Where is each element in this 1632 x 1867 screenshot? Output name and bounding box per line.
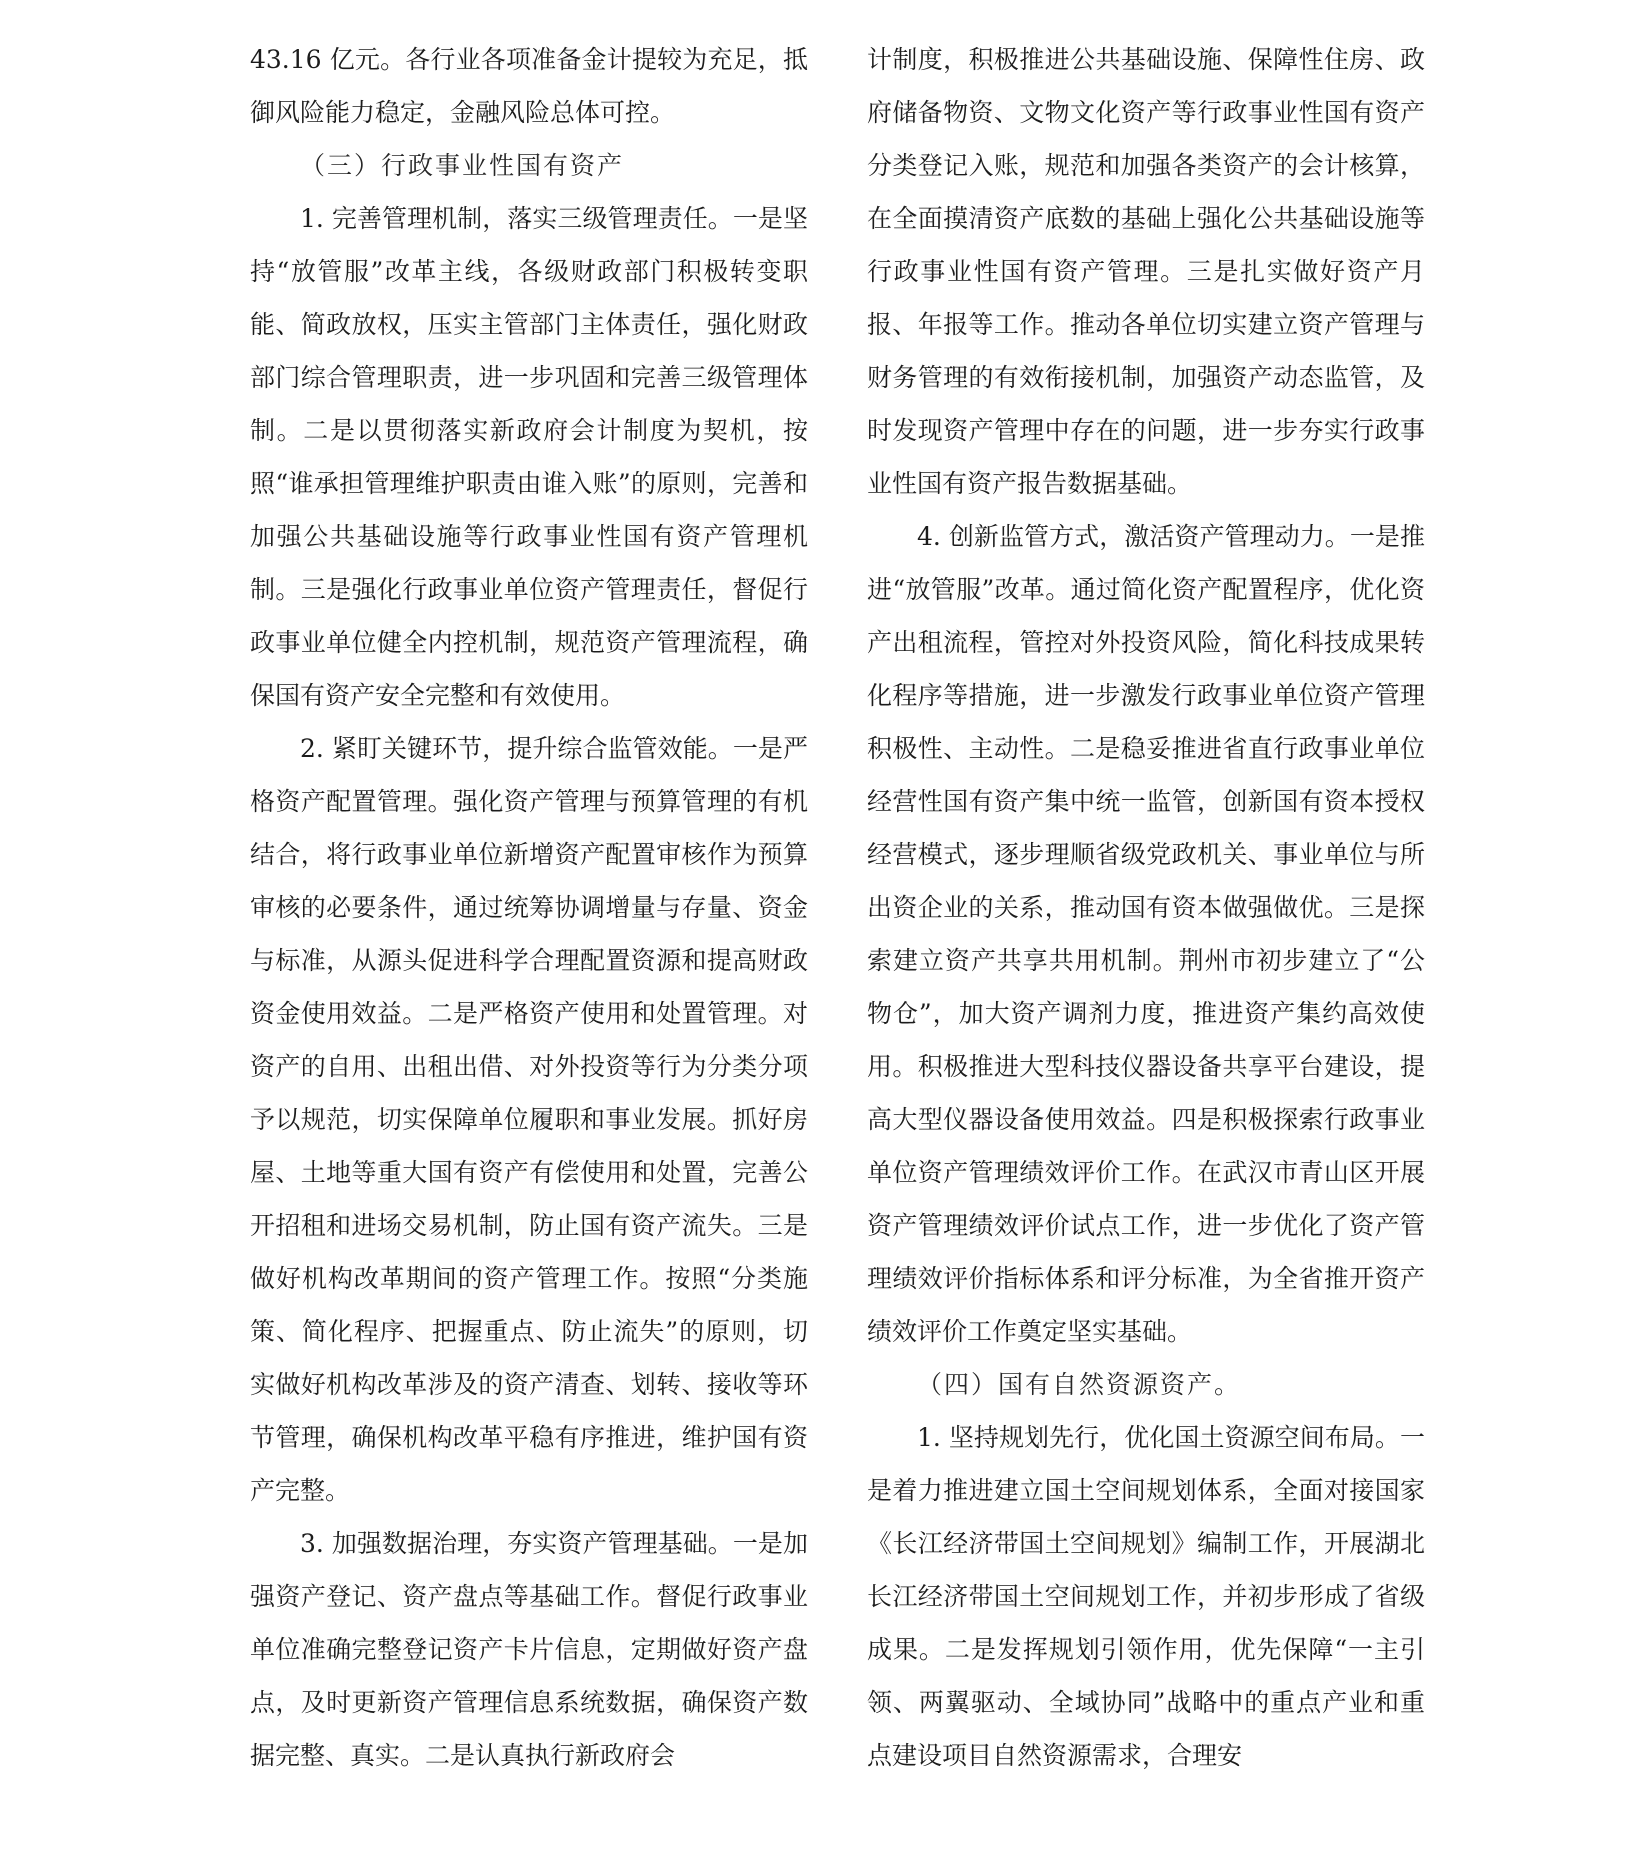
body-paragraph: 2. 紧盯关键环节，提升综合监管效能。一是严格资产配置管理。强化资产管理与预算管理的有机结合，将行政事业单位新增资产配置审核作为预算审核的必要条件，通过统筹协调增量与存量、资金与标准，从源头促进科学合理配置资源和提高财政资金使用效益。二是严格资产使用和处置管理。对资产的自用、出租出借、对外投资等行为分类分项予以规范，切实保障单位履职和事业发展。抓好房屋、土地等重大国有资产有偿使用和处置，完善公开招租和进场交易机制，防止国有资产流失。三是做好机构改革期间的资产管理工作。按照“分类施策、简化程序、把握重点、防止流失”的原则，切实做好机构改革涉及的资产清查、划转、接收等环节管理，确保机构改革平稳有序推进，维护国有资产完整。 — [250, 734, 808, 1505]
body-paragraph: 1. 完善管理机制，落实三级管理责任。一是坚持“放管服”改革主线，各级财政部门积极转变职能、简政放权，压实主管部门主体责任，强化财政部门综合管理职责，进一步巩固和完善三级管理体制。二是以贯彻落实新政府会计制度为契机，按照“谁承担管理维护职责由谁入账”的原则，完善和加强公共基础设施等行政事业性国有资产管理机制。三是强化行政事业单位资产管理责任，督促行政事业单位健全内控机制，规范资产管理流程，确保国有资产安全完整和有效使用。 — [250, 204, 808, 710]
body-paragraph: 4. 创新监管方式，激活资产管理动力。一是推进“放管服”改革。通过简化资产配置程序，优化资产出租流程，管控对外投资风险，简化科技成果转化程序等措施，进一步激发行政事业单位资产管理积极性、主动性。二是稳妥推进省直行政事业单位经营性国有资产集中统一监管，创新国有资本授权经营模式，逐步理顺省级党政机关、事业单位与所出资企业的关系，推动国有资本做强做优。三是探索建立资产共享共用机制。荆州市初步建立了“公物仓”，加大资产调剂力度，推进资产集约高效使用。积极推进大型科技仪器设备共享平台建设，提高大型仪器设备使用效益。四是积极探索行政事业单位资产管理绩效评价工作。在武汉市青山区开展资产管理绩效评价试点工作，进一步优化了资产管理绩效评价指标体系和评分标准，为全省推开资产绩效评价工作奠定坚实基础。 — [867, 522, 1425, 1346]
left-column — [250, 33, 808, 1782]
body-paragraph: 1. 坚持规划先行，优化国土资源空间布局。一是着力推进建立国土空间规划体系，全面对接国家《长江经济带国土空间规划》编制工作，开展湖北长江经济带国土空间规划工作，并初步形成了省级成果。二是发挥规划引领作用，优先保障“一主引领、两翼驱动、全域协同”战略中的重点产业和重点建设项目自然资源需求，合理安 — [867, 1423, 1425, 1770]
section-heading: （四）国有自然资源资产。 — [917, 1370, 1242, 1399]
continued-paragraph: 计制度，积极推进公共基础设施、保障性住房、政府储备物资、文物文化资产等行政事业性国有资产分类登记入账，规范和加强各类资产的会计核算，在全面摸清资产底数的基础上强化公共基础设施等行政事业性国有资产管理。三是扎实做好资产月报、年报等工作。推动各单位切实建立资产管理与财务管理的有效衔接机制，加强资产动态监管，及时发现资产管理中存在的问题，进一步夯实行政事业性国有资产报告数据基础。 — [867, 45, 1425, 498]
right-column — [867, 33, 1425, 1782]
body-paragraph: 3. 加强数据治理，夯实资产管理基础。一是加强资产登记、资产盘点等基础工作。督促行政事业单位准确完整登记资产卡片信息，定期做好资产盘点，及时更新资产管理信息系统数据，确保资产数据完整、真实。二是认真执行新政府会 — [250, 1529, 808, 1770]
section-heading: （三）行政事业性国有资产 — [300, 151, 625, 180]
continued-paragraph: 43.16 亿元。各行业各项准备金计提较为充足，抵御风险能力稳定，金融风险总体可控。 — [250, 45, 808, 127]
